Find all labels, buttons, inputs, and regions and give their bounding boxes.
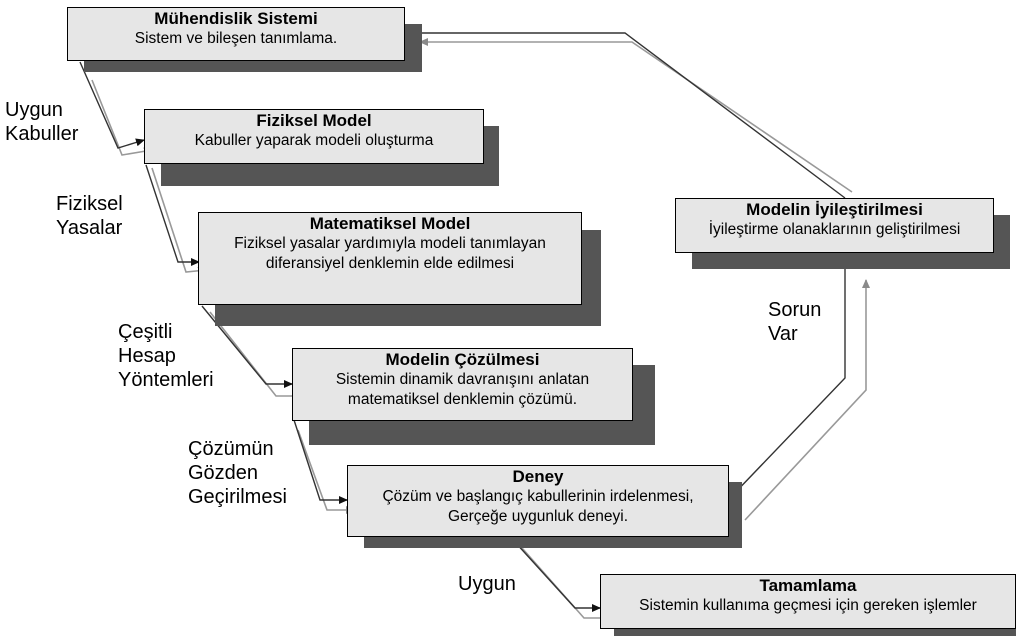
box-title: Modelin İyileştirilmesi <box>746 200 923 219</box>
label-uygun: Uygun <box>458 573 516 595</box>
box-title: Matematiksel Model <box>309 214 471 233</box>
box-description: Kabuller yaparak modeli oluşturma <box>194 132 434 150</box>
label-uygun-kabuller: Uygun Kabuller <box>5 99 79 145</box>
box-tamamlama <box>600 574 1016 629</box>
arrow-sistem-to-fiziksel <box>80 62 152 155</box>
box-description: Fiziksel yasalar yardımıyla modeli tanımlayan diferansiyel denklemin elde edilmesi <box>234 235 546 272</box>
box-muhendislik-sistemi <box>67 7 405 61</box>
connector-line-light <box>92 80 152 155</box>
box-title: Deney <box>512 467 564 486</box>
arrow-deney-to-iyilestirme <box>730 255 866 520</box>
box-description: İyileştirme olanaklarının geliştirilmesi <box>708 221 961 239</box>
box-deney <box>347 465 729 537</box>
label-cesitli-hesap-yontemleri: Çeşitli Hesap Yöntemleri <box>118 321 214 391</box>
label-fiziksel-yasalar: Fiziksel Yasalar <box>56 193 123 239</box>
box-modelin-cozulmesi <box>292 348 633 421</box>
label-sorun-var: Sorun Var <box>768 299 822 345</box>
box-title: Tamamlama <box>759 576 857 595</box>
connector-line-dark <box>730 255 845 498</box>
box-fiziksel-model <box>144 109 484 164</box>
box-modelin-iyilestirilmesi <box>675 198 994 253</box>
connector-line-dark <box>515 542 600 608</box>
box-description: Sistemin dinamik davranışını anlatan matematiksel denklemin çözümü. <box>335 371 590 408</box>
box-title: Mühendislik Sistemi <box>154 9 318 28</box>
box-description: Çözüm ve başlangıç kabullerinin irdelenmesi, Gerçeğe uygunluk deneyi. <box>382 488 694 525</box>
connector-line-dark <box>80 62 144 148</box>
box-title: Modelin Çözülmesi <box>385 350 540 369</box>
arrow-deney-to-tamamlama <box>515 542 610 618</box>
box-description: Sistem ve bileşen tanımlama. <box>134 30 338 48</box>
box-description: Sistemin kullanıma geçmesi için gereken işlemler <box>639 597 977 615</box>
box-matematiksel-model <box>198 212 582 305</box>
label-cozumun-gozden-gecirilmesi: Çözümün Gözden Geçirilmesi <box>188 438 287 508</box>
box-title: Fiziksel Model <box>256 111 372 130</box>
